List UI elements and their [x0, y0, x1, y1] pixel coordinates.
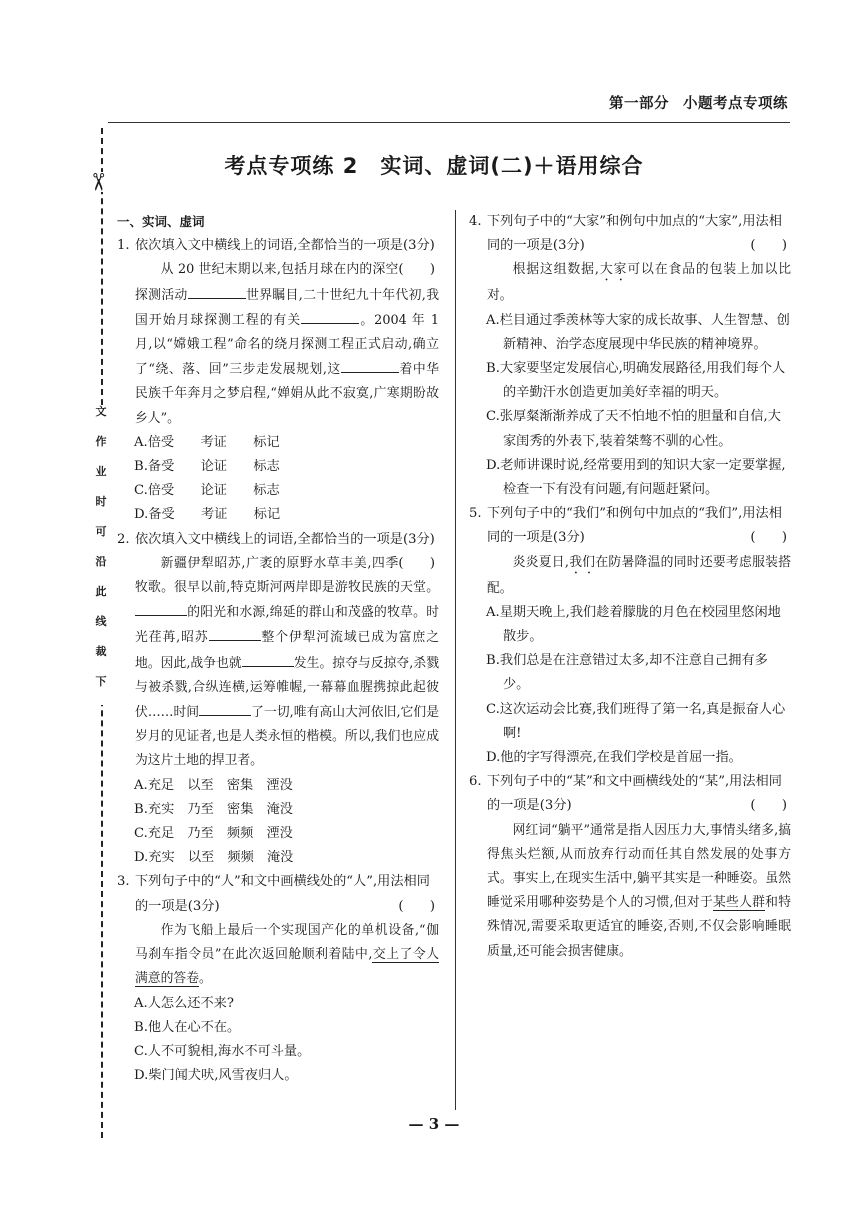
- underlined-phrase: 某些人群: [713, 895, 766, 911]
- header-section: 小题考点专项练: [683, 96, 788, 112]
- fill-blank: [135, 600, 187, 616]
- option[interactable]: D.他的字写得漂亮,在我们学校是首屈一指。: [486, 750, 742, 766]
- q4-example: 根据这组数据,大家可以在食品的包装上加以比对。: [487, 262, 792, 304]
- option[interactable]: C.倍受 论证 标志: [134, 483, 280, 499]
- dotted-word: 我们: [568, 554, 596, 570]
- answer-paren[interactable]: ( ): [750, 238, 787, 254]
- option[interactable]: C.这次运动会比赛,我们班得了第一名,真是振奋人心啊!: [486, 701, 786, 741]
- answer-paren[interactable]: ( ): [750, 530, 787, 546]
- question-2: 2. 依次填入文中横线上的词语,全都恰当的一项是(3分) ( ): [117, 528, 439, 552]
- option[interactable]: A.倍受 考证 标记: [134, 434, 280, 450]
- question-6: 6. 下列句子中的“某”和文中画横线处的“某”,用法相同的一项是(3分) ( ): [469, 770, 791, 818]
- cut-instruction: 文 作 业 时 可 沿 此 线 裁 下: [93, 405, 109, 705]
- section-heading: 一、实词、虚词: [117, 214, 205, 229]
- column-divider: [455, 210, 456, 1110]
- q5-example: 炎炎夏日,我们在防暑降温的同时还要考虑服装搭配。: [487, 554, 792, 596]
- question-3: 3. 下列句子中的“人”和文中画横线处的“人”,用法相同的一项是(3分) ( ): [117, 870, 439, 918]
- option[interactable]: B.大家要坚定发展信心,明确发展路径,用我们每个人的辛勤汗水创造更加美好幸福的明天。: [486, 361, 786, 401]
- q3-options: [117, 992, 439, 1089]
- option[interactable]: D.老师讲课时说,经常要用到的知识大家一定要掌握,检查一下有没有问题,有问题赶紧问。: [486, 457, 786, 498]
- option[interactable]: A.人怎么还不来?: [134, 995, 234, 1011]
- q6-passage: 网红词“躺平”通常是指人因压力大,事情头绪多,搞得焦头烂额,从而放弃行动而任其自然发展的处事方式。事实上,在现实生活中,躺平其实是一种睡姿。虽然睡觉采用哪种姿势是个人的习惯,但对于某些人群和特殊情况,需要采取更适宜的睡姿,否则,不仅会影响睡眠质量,还可能会损害健康。: [487, 822, 792, 959]
- fill-blank: [199, 700, 251, 716]
- answer-paren[interactable]: ( ): [398, 898, 435, 914]
- fill-blank: [242, 651, 294, 667]
- option[interactable]: D.充实 以至 频频 淹没: [134, 850, 294, 866]
- page-number: — 3 —: [408, 1115, 460, 1133]
- option[interactable]: A.栏目通过季羡林等大家的成长故事、人生智慧、创新精神、治学态度展现中华民族的精神境界。: [486, 312, 790, 352]
- fill-blank: [301, 308, 359, 324]
- option[interactable]: C.张厚粲渐渐养成了天不怕地不怕的胆量和自信,大家闺秀的外表下,装着桀骜不驯的心性。: [486, 409, 781, 449]
- option[interactable]: A.充足 以至 密集 湮没: [134, 777, 293, 793]
- question-4: 4. 下列句子中的“大家”和例句中加点的“大家”,用法相同的一项是(3分) ( ): [469, 210, 791, 258]
- q2-passage: 新疆伊犁昭苏,广袤的原野水草丰美,四季牧歌。很早以前,特克斯河两岸即是游牧民族的天堂。的阳光和水源,绵延的群山和茂盛的牧草。时光荏苒,昭苏 整个伊犁河流域已成为富庶之地。因此,战争也就 发生。掠夺与反掠夺,杀戮与被杀戮,合纵连横,运筹帷幄,一幕幕血腥携掠此起彼伏……时间 了一切,唯有高山大河依旧,它们是岁月的见证者,也是人类永恒的楷模。所以,我们也应成为这片土地的捍卫者。: [135, 555, 440, 769]
- q1-options: [117, 431, 439, 528]
- option[interactable]: A.星期天晚上,我们趁着朦胧的月色在校园里悠闲地散步。: [486, 604, 781, 645]
- scissors-icon: ✂: [84, 171, 113, 193]
- underlined-phrase: 交上了令人满意的答卷: [135, 947, 439, 987]
- page-header: [609, 92, 788, 113]
- answer-paren[interactable]: ( ): [750, 798, 787, 814]
- answer-paren[interactable]: ( ): [398, 555, 435, 571]
- q3-passage: 作为飞船上最后一个实现国产化的单机设备,“伽马刹车指令员”在此次返回舱顺利着陆中,交上了令人满意的答卷。: [135, 922, 439, 987]
- question-1: 1. 依次填入文中横线上的词语,全都恰当的一项是(3分) ( ): [117, 234, 439, 258]
- option[interactable]: D.备受 考证 标记: [134, 507, 281, 523]
- q2-options: [117, 774, 439, 871]
- option[interactable]: B.他人在心不在。: [134, 1019, 241, 1035]
- option[interactable]: B.备受 论证 标志: [134, 459, 280, 475]
- answer-paren[interactable]: ( ): [398, 262, 435, 278]
- right-column: [469, 210, 791, 964]
- option[interactable]: B.我们总是在注意错过太多,却不注意自己拥有多少。: [486, 653, 768, 693]
- option[interactable]: D.柴门闻犬吠,风雪夜归人。: [134, 1068, 298, 1084]
- option[interactable]: C.人不可貌相,海水不可斗量。: [134, 1043, 311, 1059]
- header-rule: [108, 122, 790, 123]
- dotted-word: 大家: [598, 262, 628, 278]
- fill-blank: [209, 625, 261, 641]
- header-part: 第一部分: [609, 96, 669, 112]
- q1-passage: 从 20 世纪末期以来,包括月球在内的深空探测活动 世界瞩目,二十世纪九十年代初,我国开始月球探测工程的有关 。2004 年 1 月,以“嫦娥工程”命名的绕月探测工程正式启动,确立了“绕、落、回”三步走发展规划,这 着中华民族千年奔月之梦启程,“婵娟从此不寂寞,广寒期盼故乡人”。: [135, 262, 440, 426]
- page-title: 考点专项练 2 实词、虚词(二)＋语用综合: [224, 154, 644, 178]
- option[interactable]: B.充实 乃至 密集 淹没: [134, 801, 293, 817]
- fill-blank: [188, 283, 246, 299]
- option[interactable]: C.充足 乃至 频频 湮没: [134, 826, 293, 842]
- left-column: [117, 210, 439, 1088]
- question-5: 5. 下列句子中的“我们”和例句中加点的“我们”,用法相同的一项是(3分) ( ): [469, 502, 791, 550]
- fill-blank: [341, 357, 399, 373]
